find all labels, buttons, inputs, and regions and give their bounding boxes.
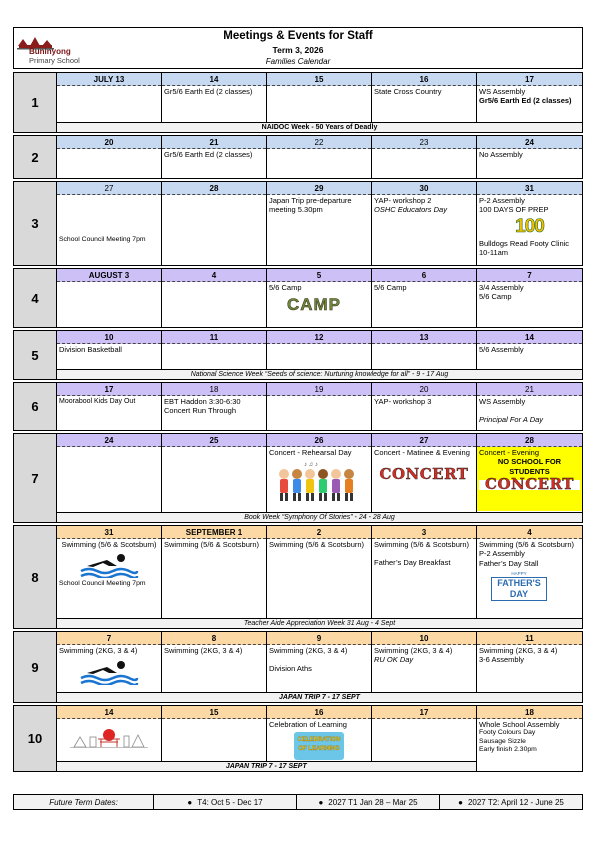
- event-line: YAP- workshop 2: [374, 196, 432, 205]
- week-banner: JAPAN TRIP 7 - 17 SEPT: [57, 692, 582, 702]
- week-banner: National Science Week “Seeds of science: Nurturing knowledge for all” - 9 - 17 Aug: [57, 369, 582, 379]
- concert-graphic: CONCERT: [479, 480, 580, 489]
- event-line: WS Assembly: [479, 87, 526, 96]
- day-cell: [57, 182, 162, 265]
- event-text: Celebration of Learning: [269, 720, 347, 729]
- event-line: WS Assembly: [479, 397, 526, 406]
- day-date: 17: [477, 73, 582, 86]
- event-text: Moorabool Kids Day Out: [59, 398, 136, 405]
- event-text: 5/6 Camp: [374, 283, 407, 292]
- week-number: 1: [14, 73, 57, 132]
- day-cell: [477, 706, 582, 761]
- kids-singing-icon: [274, 460, 364, 504]
- day-date: 28: [162, 182, 266, 195]
- event-line: 3/4 Assembly: [479, 283, 524, 292]
- day-cell: [162, 73, 267, 123]
- day-cell: [162, 632, 267, 692]
- event-text: [372, 539, 476, 569]
- day-cell: [162, 269, 267, 327]
- day-date: AUGUST 3: [57, 269, 161, 282]
- week-row: [13, 72, 583, 133]
- swimmer-icon: [79, 552, 139, 578]
- week-days: [57, 269, 582, 327]
- day-cell: [477, 526, 582, 618]
- day-date: 15: [267, 73, 371, 86]
- day-cell: [57, 331, 162, 369]
- logo-school: Primary School: [29, 56, 80, 65]
- day-date: 9: [267, 632, 371, 645]
- swimmer-icon: [79, 659, 139, 685]
- day-date: 12: [267, 331, 371, 344]
- fathers-day-text: FATHER'S DAY: [491, 577, 547, 601]
- week-days: [57, 136, 582, 178]
- day-cell: [477, 632, 582, 692]
- day-cell: [162, 383, 267, 430]
- week-number: 2: [14, 136, 57, 178]
- day-cell: [162, 434, 267, 512]
- event-line: 5/6 Camp: [479, 292, 512, 302]
- day-cell: [57, 136, 162, 178]
- week-row: [13, 525, 583, 629]
- day-date: 29: [267, 182, 371, 195]
- day-cell: [57, 526, 162, 618]
- day-date: 4: [162, 269, 266, 282]
- event-line: Father’s Day Breakfast: [374, 558, 451, 568]
- event-text: YAP- workshop 3: [374, 397, 432, 406]
- week-days: [57, 434, 582, 512]
- svg-text:♪ ♫ ♪: ♪ ♫ ♪: [304, 462, 318, 469]
- week-number: 5: [14, 331, 57, 379]
- week-number: 4: [14, 269, 57, 327]
- day-cell: [477, 383, 582, 430]
- event-text: Concert - Matinee & Evening: [374, 448, 470, 457]
- event-text: [477, 396, 582, 426]
- term-label: Term 3, 2026: [272, 45, 324, 55]
- event-line: Footy Colours Day: [479, 729, 536, 737]
- week-row: [13, 382, 583, 431]
- day-date: 4: [477, 526, 582, 539]
- event-line: P-2 Assembly: [479, 196, 525, 205]
- day-date: 14: [57, 706, 161, 719]
- day-date: 18: [477, 706, 582, 719]
- day-cell: [267, 632, 372, 692]
- event-line: Principal For A Day: [479, 415, 544, 425]
- day-date: 27: [372, 434, 476, 447]
- day-date: 21: [477, 383, 582, 396]
- event-line: Swimming (5/6 & Scotsburn): [374, 540, 470, 549]
- day-cell: [267, 383, 372, 430]
- event-text: [372, 645, 476, 666]
- day-date: 5: [267, 269, 371, 282]
- week-days: [57, 383, 582, 430]
- day-cell: [372, 434, 477, 512]
- fathers-day-happy: HAPPY: [511, 571, 527, 577]
- event-text: Division Basketball: [59, 345, 122, 354]
- day-date: 17: [57, 383, 161, 396]
- event-text: Gr5/6 Earth Ed (2 classes): [164, 87, 253, 96]
- day-date: 11: [162, 331, 266, 344]
- day-date: 31: [477, 182, 582, 195]
- day-date: 20: [57, 136, 161, 149]
- celebration-graphic: CELEBRATION OF LEARNING: [294, 732, 344, 760]
- event-text: Swimming (2KG, 3 & 4): [59, 646, 138, 655]
- week-number: 10: [14, 706, 57, 771]
- day-date: 7: [57, 632, 161, 645]
- week-days: [57, 73, 582, 123]
- day-date: 14: [477, 331, 582, 344]
- day-cell: [372, 526, 477, 618]
- event-line: 3-6 Assembly: [479, 655, 525, 665]
- event-text: Swimming (5/6 & Scotsburn): [61, 540, 157, 549]
- day-cell: [372, 632, 477, 692]
- day-date: 13: [372, 331, 476, 344]
- event-text: [477, 195, 582, 259]
- day-date: 3: [372, 526, 476, 539]
- day-date: 6: [372, 269, 476, 282]
- day-cell: [57, 632, 162, 692]
- week-days: [57, 331, 582, 369]
- event-line: RU OK Day: [374, 655, 414, 665]
- day-cell: [57, 73, 162, 123]
- event-line: Bulldogs Read Footy Clinic 10-11am: [479, 238, 570, 258]
- day-date: 19: [267, 383, 371, 396]
- event-text: Concert - Rehearsal Day: [269, 448, 352, 457]
- week-number: 6: [14, 383, 57, 430]
- week-row: [13, 268, 583, 328]
- event-line: P-2 Assembly: [479, 549, 525, 559]
- event-text: Swimming (5/6 & Scotsburn): [269, 540, 365, 549]
- week-row: [13, 631, 583, 703]
- week-number: 7: [14, 434, 57, 522]
- day-cell: [477, 136, 582, 178]
- day-cell: [267, 182, 372, 265]
- hundred-days-graphic: 100: [515, 215, 544, 237]
- week-banner: Book Week “Symphony Of Stories” - 24 - 28 Aug: [57, 512, 582, 522]
- day-cell: [57, 383, 162, 430]
- event-line: Father’s Day Stall: [479, 558, 539, 568]
- future-item-text: 2027 T2: April 12 - June 25: [467, 797, 564, 807]
- day-date: 16: [372, 73, 476, 86]
- day-date: 25: [162, 434, 266, 447]
- event-line: 5/6 Camp: [269, 283, 302, 292]
- event-line: NO SCHOOL FOR STUDENTS: [497, 457, 562, 476]
- fathers-day-graphic: [491, 571, 547, 601]
- day-date: 11: [477, 632, 582, 645]
- week-banner: Teacher Aide Appreciation Week 31 Aug - 4 Sept: [57, 618, 582, 628]
- future-item: [154, 795, 297, 809]
- event-text: [477, 539, 582, 602]
- day-cell: [372, 73, 477, 123]
- calendar-header: [13, 27, 583, 69]
- day-cell: [162, 526, 267, 618]
- day-cell: [162, 706, 267, 761]
- event-line: Early finish 2.30pm: [479, 746, 537, 754]
- week-banner: NAIDOC Week - 50 Years of Deadly: [57, 122, 582, 132]
- week-row: [13, 705, 583, 772]
- day-date: 14: [162, 73, 266, 86]
- page-subtitle: Families Calendar: [265, 57, 331, 66]
- future-term-dates: [13, 794, 583, 810]
- day-cell: [57, 706, 162, 761]
- event-text: School Council Meeting 7pm: [59, 580, 146, 588]
- day-date: 23: [372, 136, 476, 149]
- day-cell: [57, 269, 162, 327]
- week-days: [57, 526, 582, 618]
- day-cell: [372, 136, 477, 178]
- day-date: 26: [267, 434, 371, 447]
- future-item-text: 2027 T1 Jan 28 – Mar 25: [328, 797, 418, 807]
- future-item-text: T4: Oct 5 - Dec 17: [197, 797, 263, 807]
- day-cell: [477, 434, 582, 512]
- day-date: 30: [372, 182, 476, 195]
- day-cell: [477, 269, 582, 327]
- day-date: 24: [477, 136, 582, 149]
- day-cell: [267, 331, 372, 369]
- event-line: OSHC Educators Day: [374, 205, 447, 215]
- day-cell: [372, 383, 477, 430]
- event-text: No Assembly: [479, 150, 523, 159]
- day-date: 28: [477, 434, 582, 447]
- event-text: [162, 396, 266, 417]
- event-line: Sausage Sizzle: [479, 737, 526, 745]
- day-date: 2: [267, 526, 371, 539]
- event-line: Concert Run Through: [164, 406, 236, 416]
- future-label: Future Term Dates:: [14, 795, 154, 809]
- event-line: Division Aths: [269, 664, 312, 674]
- event-text: Swimming (2KG, 3 & 4): [164, 646, 243, 655]
- day-date: 24: [57, 434, 161, 447]
- day-cell: [372, 706, 477, 761]
- event-line: 100 DAYS OF PREP: [479, 205, 549, 215]
- day-date: JULY 13: [57, 73, 161, 86]
- week-banner: JAPAN TRIP 7 - 17 SEPT: [57, 761, 477, 771]
- week-days: [57, 182, 582, 265]
- day-date: 21: [162, 136, 266, 149]
- camp-graphic: CAMP: [286, 295, 342, 315]
- event-line: Gr5/6 Earth Ed (2 classes): [479, 96, 572, 106]
- day-cell: [372, 182, 477, 265]
- event-text: [267, 645, 371, 675]
- event-line: Whole School Assembly: [479, 720, 560, 729]
- day-cell: [267, 706, 372, 761]
- event-text: Japan Trip pre-departure meeting 5.30pm: [269, 196, 352, 215]
- day-cell: [162, 182, 267, 265]
- event-text: Gr5/6 Earth Ed (2 classes): [164, 150, 253, 159]
- day-date: 17: [372, 706, 476, 719]
- day-date: 27: [57, 182, 161, 195]
- concert-graphic: CONCERT: [379, 465, 469, 484]
- day-date: 7: [477, 269, 582, 282]
- event-text: [477, 447, 582, 511]
- japan-skyline-icon: [70, 727, 148, 749]
- event-text: [477, 282, 582, 303]
- page-title: Meetings & Events for Staff: [223, 30, 373, 42]
- logo-name: Buninyong: [29, 47, 71, 56]
- day-date: 31: [57, 526, 161, 539]
- week-row: [13, 433, 583, 523]
- day-date: 22: [267, 136, 371, 149]
- event-text: [477, 719, 582, 756]
- week-number: 8: [14, 526, 57, 628]
- week-days: [57, 632, 582, 692]
- event-line: Concert - Evening: [479, 448, 540, 457]
- event-text: [267, 282, 371, 319]
- day-cell: [267, 136, 372, 178]
- week-number: 9: [14, 632, 57, 702]
- week-row: [13, 135, 583, 179]
- day-cell: [162, 331, 267, 369]
- day-cell: [372, 269, 477, 327]
- day-cell: [267, 73, 372, 123]
- day-cell: [267, 434, 372, 512]
- day-cell: [267, 526, 372, 618]
- bullet-icon: ●: [318, 797, 324, 807]
- day-cell: [477, 182, 582, 265]
- event-text: 5/6 Assembly: [479, 345, 524, 354]
- day-cell: [57, 434, 162, 512]
- bullet-icon: ●: [458, 797, 463, 807]
- week-number: 3: [14, 182, 57, 265]
- event-text: [477, 645, 582, 666]
- week-row: [13, 181, 583, 266]
- day-date: 18: [162, 383, 266, 396]
- future-item: [297, 795, 440, 809]
- week-row: [13, 330, 583, 380]
- bullet-icon: ●: [187, 797, 193, 807]
- day-date: 10: [372, 632, 476, 645]
- day-date: 15: [162, 706, 266, 719]
- event-text: State Cross Country: [374, 87, 442, 96]
- day-cell: [477, 73, 582, 123]
- event-line: Swimming (2KG, 3 & 4): [269, 646, 348, 655]
- day-date: SEPTEMBER 1: [162, 526, 266, 539]
- day-cell: [267, 269, 372, 327]
- event-text: [372, 195, 476, 216]
- day-date: 20: [372, 383, 476, 396]
- event-text: School Council Meeting 7pm: [59, 236, 146, 243]
- event-line: EBT Haddon 3:30-6:30: [164, 397, 241, 406]
- event-line: Swimming (2KG, 3 & 4): [479, 646, 558, 655]
- event-line: Swimming (2KG, 3 & 4): [374, 646, 453, 655]
- future-item: [440, 795, 582, 809]
- day-date: 16: [267, 706, 371, 719]
- day-date: 10: [57, 331, 161, 344]
- event-text: [477, 86, 582, 107]
- day-cell: [162, 136, 267, 178]
- day-cell: [477, 331, 582, 369]
- event-line: Swimming (5/6 & Scotsburn): [479, 540, 575, 549]
- day-date: 8: [162, 632, 266, 645]
- day-cell: [372, 331, 477, 369]
- event-text: Swimming (5/6 & Scotsburn): [164, 540, 260, 549]
